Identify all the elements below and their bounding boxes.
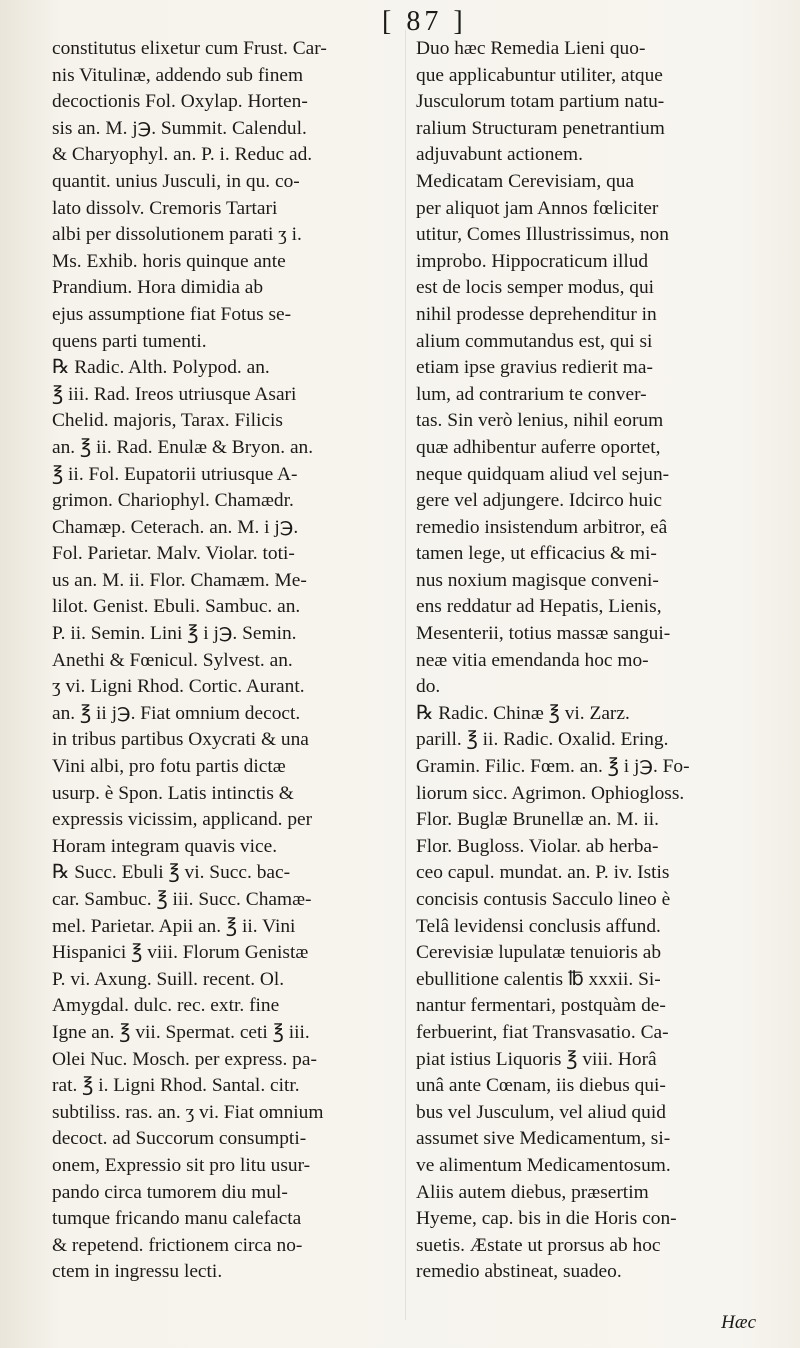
text-line: piat istius Liquoris ℥ viii. Horâ	[416, 1048, 657, 1070]
text-line: subtiliss. ras. an. ʒ vi. Fiat omnium	[52, 1101, 324, 1123]
text-line: Igne an. ℥ vii. Spermat. ceti ℥ iii.	[52, 1021, 310, 1043]
text-line: in tribus partibus Oxycrati & una	[52, 729, 309, 751]
text-line: tas. Sin verò lenius, nihil eorum	[416, 410, 664, 432]
text-line: lum, ad contrarium te conver-	[416, 383, 647, 405]
text-line: & Charyophyl. an. P. i. Reduc ad.	[52, 144, 313, 166]
text-line: Prandium. Hora dimidia ab	[52, 277, 264, 299]
text-line: Medicatam Cerevisiam, qua	[416, 170, 635, 192]
text-line: que applicabuntur utiliter, atque	[416, 64, 663, 86]
text-line: bus vel Jusculum, vel aliud quid	[416, 1101, 666, 1123]
text-line: sis an. M. j℈. Summit. Calendul.	[52, 117, 307, 139]
text-line: ℥ iii. Rad. Ireos utriusque Asari	[52, 383, 297, 405]
text-line: Cerevisiæ lupulatæ tenuioris ab	[416, 942, 662, 964]
text-line: Fol. Parietar. Malv. Violar. toti-	[52, 543, 295, 565]
text-line: assumet sive Medicamentum, si-	[416, 1128, 671, 1150]
text-line: utitur, Comes Illustrissimus, non	[416, 224, 669, 246]
text-line: nihil prodesse deprehenditur in	[416, 303, 657, 325]
text-line: do.	[416, 676, 441, 698]
text-line: ferbuerint, fiat Transvasatio. Ca-	[416, 1021, 669, 1043]
text-line: an. ℥ ii. Rad. Enulæ & Bryon. an.	[52, 436, 314, 458]
right-column	[416, 36, 756, 1286]
text-line: liorum sicc. Agrimon. Ophiogloss.	[416, 782, 685, 804]
text-line: per aliquot jam Annos fœliciter	[416, 197, 659, 219]
text-line: ejus assumptione fiat Fotus se-	[52, 303, 292, 325]
text-line: albi per dissolutionem parati ʒ i.	[52, 224, 302, 246]
column-gutter	[405, 30, 406, 1320]
text-line: lilot. Genist. Ebuli. Sambuc. an.	[52, 596, 301, 618]
text-line: est de locis semper modus, qui	[416, 277, 655, 299]
page-number: [ 87 ]	[382, 6, 467, 37]
text-line: Amygdal. dulc. rec. extr. fine	[52, 995, 280, 1017]
text-line: an. ℥ ii j℈. Fiat omnium decoct.	[52, 702, 301, 724]
text-line: concisis contusis Sacculo lineo è	[416, 889, 671, 910]
text-line: Duo hæc Remedia Lieni quo-	[416, 38, 646, 59]
text-line: Aliis autem diebus, præsertim	[416, 1181, 649, 1203]
text-line: Horam integram quavis vice.	[52, 835, 278, 857]
left-column	[52, 36, 392, 1286]
text-line: neæ vitia emendanda hoc mo-	[416, 649, 649, 671]
text-line: unâ ante Cœnam, iis diebus qui-	[416, 1075, 666, 1097]
text-line: Gramin. Filic. Fœm. an. ℥ i j℈. Fo-	[416, 756, 690, 778]
text-line: suetis. Æstate ut prorsus ab hoc	[416, 1234, 661, 1256]
text-line: quens parti tumenti.	[52, 330, 207, 352]
text-line: tumque fricando manu calefacta	[52, 1208, 302, 1230]
text-line: P. vi. Axung. Suill. recent. Ol.	[52, 968, 285, 990]
text-line: Flor. Buglæ Brunellæ an. M. ii.	[416, 809, 659, 831]
text-line: nis Vitulinæ, addendo sub finem	[52, 64, 304, 86]
text-line: tamen lege, ut efficacius & mi-	[416, 543, 657, 565]
text-line: quæ adhibentur auferre oportet,	[416, 436, 661, 458]
text-line: Jusculorum totam partium natu-	[416, 91, 665, 113]
text-line: Telâ levidensi conclusis affund.	[416, 915, 661, 937]
text-line: Mesenterii, totius massæ sangui-	[416, 623, 671, 645]
text-line: lato dissolv. Cremoris Tartari	[52, 197, 278, 219]
text-line: alium commutandus est, qui si	[416, 330, 653, 352]
text-line: Chamæp. Ceterach. an. M. i j℈.	[52, 516, 299, 538]
text-line: ʒ vi. Ligni Rhod. Cortic. Aurant.	[52, 676, 305, 698]
text-line: quantit. unius Jusculi, in qu. co-	[52, 170, 300, 192]
text-line: ebullitione calentis ℔ xxxii. Si-	[416, 968, 661, 990]
text-line: P. ii. Semin. Lini ℥ i j℈. Semin.	[52, 623, 297, 645]
text-line: rat. ℥ i. Ligni Rhod. Santal. citr.	[52, 1075, 300, 1097]
text-line: Vini albi, pro fotu partis dictæ	[52, 756, 286, 778]
text-line: etiam ipse gravius redierit ma-	[416, 357, 653, 379]
text-line: constitutus elixetur cum Frust. Car-	[52, 38, 327, 59]
text-line: usurp. è Spon. Latis intinctis &	[52, 782, 294, 804]
text-line: & repetend. frictionem circa no-	[52, 1234, 303, 1256]
text-line: expressis vicissim, applicand. per	[52, 809, 313, 831]
text-line: remedio insistendum arbitror, eâ	[416, 516, 668, 538]
text-line: decoct. ad Succorum consumpti-	[52, 1128, 307, 1150]
catchword: Hæc	[721, 1312, 756, 1333]
text-line: remedio abstineat, suadeo.	[416, 1261, 622, 1283]
text-line: ceo capul. mundat. an. P. iv. Istis	[416, 862, 670, 884]
text-line: ℞ Radic. Alth. Polypod. an.	[52, 357, 270, 379]
text-line: ℞ Radic. Chinæ ℥ vi. Zarz.	[416, 702, 630, 724]
text-line: ℞ Succ. Ebuli ℥ vi. Succ. bac-	[52, 862, 291, 884]
text-line: pando circa tumorem diu mul-	[52, 1181, 288, 1203]
text-line: nus noxium magisque conveni-	[416, 569, 659, 591]
text-line: ralium Structuram penetrantium	[416, 117, 665, 139]
text-line: ctem in ingressu lecti.	[52, 1261, 223, 1283]
text-line: adjuvabunt actionem.	[416, 144, 583, 166]
text-line: grimon. Chariophyl. Chamædr.	[52, 490, 294, 512]
text-line: Olei Nuc. Mosch. per express. pa-	[52, 1048, 317, 1070]
text-line: Hyeme, cap. bis in die Horis con-	[416, 1208, 677, 1230]
text-line: decoctionis Fol. Oxylap. Horten-	[52, 91, 308, 113]
text-line: Ms. Exhib. horis quinque ante	[52, 250, 286, 272]
text-line: parill. ℥ ii. Radic. Oxalid. Ering.	[416, 729, 669, 751]
text-line: ve alimentum Medicamentosum.	[416, 1154, 671, 1176]
text-line: ens reddatur ad Hepatis, Lienis,	[416, 596, 662, 618]
text-line: mel. Parietar. Apii an. ℥ ii. Vini	[52, 915, 296, 937]
text-line: nantur fermentari, postquàm de-	[416, 995, 666, 1017]
text-line: us an. M. ii. Flor. Chamæm. Me-	[52, 569, 307, 591]
text-line: Chelid. majoris, Tarax. Filicis	[52, 410, 283, 432]
text-line: neque quidquam aliud vel sejun-	[416, 463, 670, 485]
text-line: Flor. Bugloss. Violar. ab herba-	[416, 835, 659, 857]
text-line: onem, Expressio sit pro litu usur-	[52, 1154, 311, 1176]
text-line: improbo. Hippocraticum illud	[416, 250, 649, 272]
text-line: car. Sambuc. ℥ iii. Succ. Chamæ-	[52, 889, 312, 910]
text-line: gere vel adjungere. Idcirco huic	[416, 490, 663, 512]
text-line: ℥ ii. Fol. Eupatorii utriusque A-	[52, 463, 298, 485]
text-line: Hispanici ℥ viii. Florum Genistæ	[52, 942, 309, 964]
text-line: Anethi & Fœnicul. Sylvest. an.	[52, 649, 293, 671]
